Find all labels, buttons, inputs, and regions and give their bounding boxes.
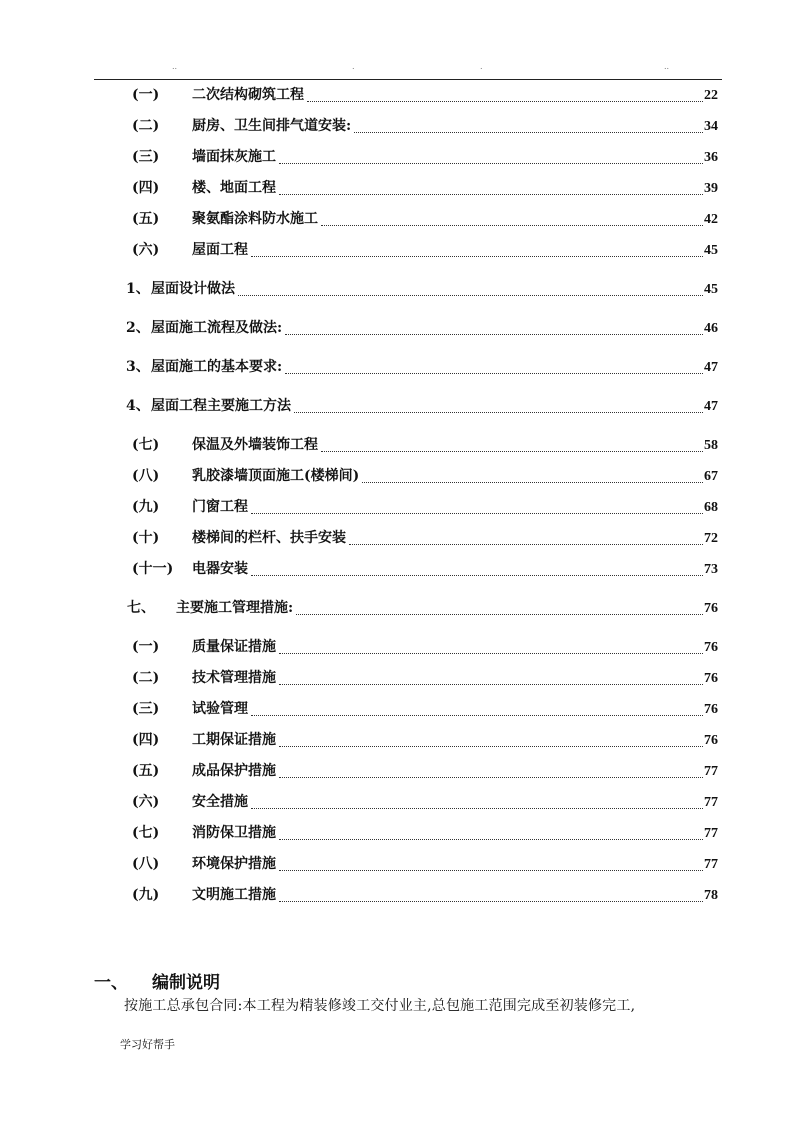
header-mark: . — [480, 62, 483, 71]
page-footer: 学习好帮手 — [120, 1038, 175, 1051]
toc-entry-page: 39 — [704, 181, 718, 196]
toc-entry-number: (一) — [132, 639, 160, 655]
toc-entry-number: (十) — [132, 530, 160, 546]
toc-entry[interactable] — [0, 853, 794, 875]
header-mark: . — [352, 62, 355, 71]
toc-entry[interactable] — [0, 636, 794, 658]
toc-entry-number: (三) — [132, 149, 160, 165]
toc-entry-title: 环境保护措施 — [192, 853, 279, 873]
toc-entry-title: 屋面工程主要施工方法 — [151, 395, 294, 415]
toc-entry-title: 屋面施工的基本要求: — [151, 356, 285, 376]
section-title: 编制说明 — [152, 973, 220, 993]
toc-entry-title: 主要施工管理措施: — [176, 597, 296, 617]
header-rule — [94, 79, 722, 80]
toc-entry[interactable] — [0, 84, 794, 106]
toc-entry[interactable] — [0, 496, 794, 518]
toc-entry[interactable] — [0, 239, 794, 261]
toc-leader-dots — [279, 684, 703, 685]
toc-entry-page: 77 — [704, 857, 718, 872]
toc-leader-dots — [296, 614, 703, 615]
toc-entry[interactable] — [0, 317, 794, 339]
toc-entry-number: 1、 — [126, 281, 150, 297]
toc-entry[interactable] — [0, 698, 794, 720]
toc-entry-title: 屋面设计做法 — [151, 278, 238, 298]
toc-entry-page: 47 — [704, 360, 718, 375]
toc-entry[interactable] — [0, 527, 794, 549]
toc-entry-title: 技术管理措施 — [192, 667, 279, 687]
toc-entry-title: 墙面抹灰施工 — [192, 146, 279, 166]
toc-entry-number: (六) — [132, 242, 160, 258]
toc-entry-page: 46 — [704, 321, 718, 336]
toc-entry-number: (一) — [132, 87, 160, 103]
toc-leader-dots — [285, 373, 703, 374]
toc-entry-number: (九) — [132, 887, 160, 903]
header-marks — [0, 62, 794, 72]
toc-entry-title: 楼、地面工程 — [192, 177, 279, 197]
toc-entry-page: 76 — [704, 671, 718, 686]
toc-entry-number: (八) — [132, 468, 160, 484]
toc-entry[interactable] — [0, 177, 794, 199]
toc-leader-dots — [238, 295, 703, 296]
toc-entry-page: 68 — [704, 500, 718, 515]
toc-entry-title: 屋面工程 — [192, 239, 251, 259]
toc-leader-dots — [279, 746, 703, 747]
toc-entry-number: 3、 — [126, 359, 150, 375]
toc-entry-page: 72 — [704, 531, 718, 546]
toc-leader-dots — [307, 101, 703, 102]
toc-leader-dots — [251, 808, 703, 809]
toc-entry-title: 文明施工措施 — [192, 884, 279, 904]
toc-leader-dots — [349, 544, 703, 545]
toc-entry-number: (二) — [132, 118, 160, 134]
toc-entry-number: (三) — [132, 701, 160, 717]
toc-leader-dots — [251, 513, 703, 514]
toc-entry-page: 67 — [704, 469, 718, 484]
toc-entry-number: (五) — [132, 211, 160, 227]
toc-entry-page: 22 — [704, 88, 718, 103]
header-mark: .. — [664, 62, 670, 71]
header-mark: .. — [172, 62, 178, 71]
toc-entry-page: 76 — [704, 702, 718, 717]
toc-leader-dots — [279, 777, 703, 778]
toc-entry-title: 二次结构砌筑工程 — [192, 84, 307, 104]
section-number: 一、 — [94, 973, 128, 993]
toc-entry-title: 厨房、卫生间排气道安装: — [192, 115, 354, 135]
toc-entry-title: 工期保证措施 — [192, 729, 279, 749]
toc-entry-number: (六) — [132, 794, 160, 810]
toc-entry-page: 58 — [704, 438, 718, 453]
toc-entry-title: 屋面施工流程及做法: — [151, 317, 285, 337]
toc-leader-dots — [285, 334, 703, 335]
toc-leader-dots — [279, 870, 703, 871]
toc-entry[interactable] — [0, 667, 794, 689]
toc-entry-number: (十一) — [132, 561, 174, 577]
body-paragraph: 按施工总承包合同:本工程为精装修竣工交付业主,总包施工范围完成至初装修完工, — [124, 998, 636, 1014]
toc-leader-dots — [321, 225, 703, 226]
toc-entry-title: 安全措施 — [192, 791, 251, 811]
toc-entry-page: 76 — [704, 601, 718, 616]
toc-entry[interactable] — [0, 115, 794, 137]
toc-entry-number: 4、 — [126, 398, 150, 414]
toc-leader-dots — [251, 575, 703, 576]
toc-entry-title: 聚氨酯涂料防水施工 — [192, 208, 321, 228]
toc-entry-number: 七、 — [127, 600, 155, 616]
toc-leader-dots — [279, 194, 703, 195]
toc-leader-dots — [279, 163, 703, 164]
toc-entry-number: (七) — [132, 437, 160, 453]
toc-entry-title: 楼梯间的栏杆、扶手安装 — [192, 527, 349, 547]
toc-leader-dots — [251, 715, 703, 716]
toc-entry-number: (四) — [132, 732, 160, 748]
toc-entry-page: 42 — [704, 212, 718, 227]
toc-entry-number: (二) — [132, 670, 160, 686]
toc-entry-page: 76 — [704, 733, 718, 748]
toc-entry-title: 质量保证措施 — [192, 636, 279, 656]
toc-leader-dots — [279, 653, 703, 654]
toc-entry-title: 电器安装 — [192, 558, 251, 578]
toc-entry-page: 34 — [704, 119, 718, 134]
toc-entry-number: (八) — [132, 856, 160, 872]
toc-entry-page: 73 — [704, 562, 718, 577]
toc-entry-page: 78 — [704, 888, 718, 903]
toc-entry-title: 乳胶漆墙顶面施工(楼梯间) — [192, 465, 362, 485]
toc-entry[interactable] — [0, 760, 794, 782]
toc-leader-dots — [362, 482, 703, 483]
toc-entry[interactable] — [0, 884, 794, 906]
toc-entry[interactable] — [0, 597, 794, 619]
section-heading — [94, 968, 220, 993]
toc-leader-dots — [294, 412, 703, 413]
toc-entry-page: 77 — [704, 826, 718, 841]
toc-entry-page: 77 — [704, 764, 718, 779]
toc-leader-dots — [354, 132, 703, 133]
toc-entry-page: 77 — [704, 795, 718, 810]
toc-entry[interactable] — [0, 146, 794, 168]
toc-entry[interactable] — [0, 208, 794, 230]
toc-entry-title: 消防保卫措施 — [192, 822, 279, 842]
toc-leader-dots — [279, 839, 703, 840]
toc-entry-page: 45 — [704, 282, 718, 297]
toc-leader-dots — [279, 901, 703, 902]
toc-entry[interactable] — [0, 558, 794, 580]
toc-leader-dots — [321, 451, 703, 452]
toc-entry-page: 45 — [704, 243, 718, 258]
toc-entry[interactable] — [0, 356, 794, 378]
toc-leader-dots — [251, 256, 703, 257]
toc-entry[interactable] — [0, 729, 794, 751]
toc-entry[interactable] — [0, 791, 794, 813]
toc-entry[interactable] — [0, 395, 794, 417]
toc-entry-page: 76 — [704, 640, 718, 655]
toc-entry[interactable] — [0, 822, 794, 844]
toc-entry-number: (四) — [132, 180, 160, 196]
toc-entry-number: (五) — [132, 763, 160, 779]
toc-entry[interactable] — [0, 278, 794, 300]
toc-entry-number: (九) — [132, 499, 160, 515]
toc-entry-number: (七) — [132, 825, 160, 841]
toc-entry-title: 门窗工程 — [192, 496, 251, 516]
toc-entry[interactable] — [0, 465, 794, 487]
toc-entry-number: 2、 — [126, 320, 150, 336]
toc-entry-title: 成品保护措施 — [192, 760, 279, 780]
toc-entry-page: 36 — [704, 150, 718, 165]
toc-entry-page: 47 — [704, 399, 718, 414]
toc-entry-title: 保温及外墙装饰工程 — [192, 434, 321, 454]
toc-entry-title: 试验管理 — [192, 698, 251, 718]
toc-entry[interactable] — [0, 434, 794, 456]
